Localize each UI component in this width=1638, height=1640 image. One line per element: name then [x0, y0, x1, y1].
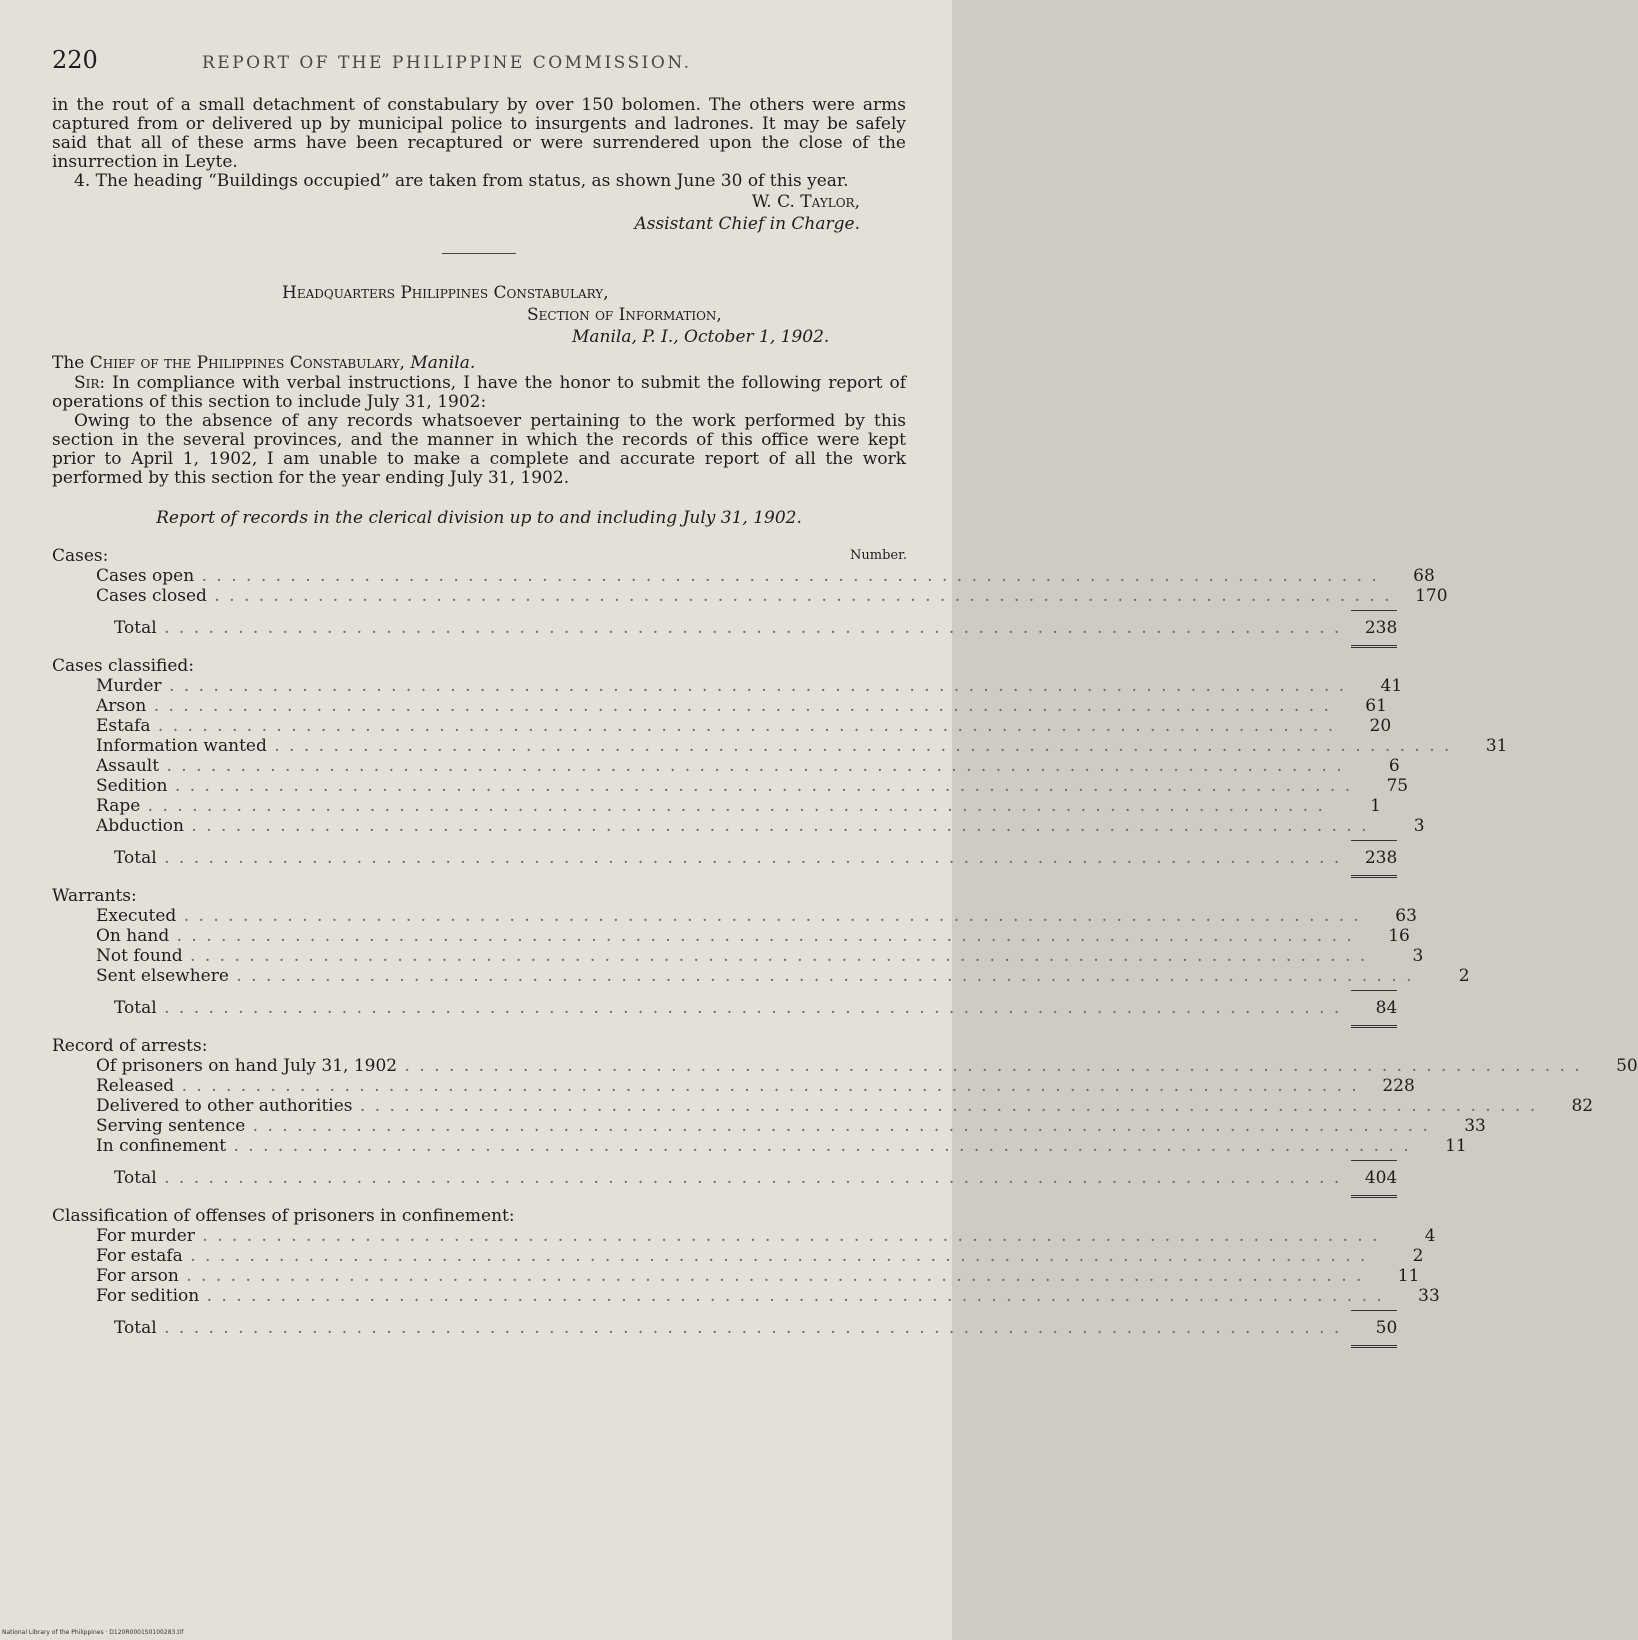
table-row-value: 41 [1380, 676, 1403, 696]
section-heading-label: Record of arrests: [52, 1036, 208, 1056]
table-row-label: Assault [96, 756, 160, 776]
table-row-value: 33 [1464, 1116, 1486, 1136]
total-row-value: 238 [1341, 848, 1397, 868]
leader-dots: . . . . . . . . . . . . . . . . . . . . . . . . . . . . . . . . . . . . . . . . . . . . . . . . . . . . . . . . . . . . . . . . . . . . . . . . . . . . . . . . [159, 756, 1344, 776]
letterhead [52, 282, 906, 348]
table-section [52, 886, 1470, 1018]
table-row-value: 11 [1397, 1266, 1420, 1286]
table-row [52, 1076, 1415, 1096]
signature-block [52, 191, 860, 235]
total-row [52, 848, 1398, 868]
leader-dots: . . . . . . . . . . . . . . . . . . . . . . . . . . . . . . . . . . . . . . . . . . . . . . . . . . . . . . . . . . . . . . . . . . . . . . . . . . . . . . . . [156, 1168, 1342, 1188]
leader-dots: . . . . . . . . . . . . . . . . . . . . . . . . . . . . . . . . . . . . . . . . . . . . . . . . . . . . . . . . . . . . . . . . . . . . . . . . . . . . . . . . [245, 1116, 1430, 1136]
table-row-value: 82 [1571, 1096, 1594, 1116]
section-heading [52, 546, 906, 566]
table-row [52, 1246, 1424, 1266]
table-section [52, 656, 1508, 868]
table-row [52, 966, 1470, 986]
leader-dots: . . . . . . . . . . . . . . . . . . . . . . . . . . . . . . . . . . . . . . . . . . . . . . . . . . . . . . . . . . . . . . . . . . . . . . . . . . . . . . . . [176, 906, 1361, 926]
table-row [52, 736, 1508, 756]
leader-dots: . . . . . . . . . . . . . . . . . . . . . . . . . . . . . . . . . . . . . . . . . . . . . . . . . . . . . . . . . . . . . . . . . . . . . . . . . . . . . . . . [182, 946, 1368, 966]
leader-dots: . . . . . . . . . . . . . . . . . . . . . . . . . . . . . . . . . . . . . . . . . . . . . . . . . . . . . . . . . . . . . . . . . . . . . . . . . . . . . . . . [140, 796, 1325, 816]
table-row [52, 716, 1392, 736]
table-row-value: 50 [1616, 1056, 1638, 1076]
body-paragraph: Owing to the absence of any records whatsoever pertaining to the work performed by this section in the several provinces, and the manner in which the records of this office were kept prior to April 1, 1902, I am unable to make a complete and accurate report of all the work performed by this section for the year ending July 31, 1902. [52, 411, 906, 488]
total-row [52, 1318, 1398, 1338]
scan-footer-note: National Library of the Philippines · D120R0001S0100283.tif [2, 1629, 184, 1636]
table-row [52, 816, 1425, 836]
total-row-label: Total [114, 1168, 157, 1188]
intro-paragraph: in the rout of a small detachment of constabulary by over 150 bolomen. The others were arms captured from or delivered up by municipal police to insurgents and ladrones. It may be safely said that all of these arms have been recaptured or were surrendered upon the close of the insurrection in Leyte. [52, 95, 906, 172]
table-row [52, 1226, 1436, 1246]
total-row [52, 618, 1398, 638]
page-header [52, 46, 906, 74]
section-heading [52, 1036, 906, 1056]
table-row-label: Not found [96, 946, 183, 966]
leader-dots: . . . . . . . . . . . . . . . . . . . . . . . . . . . . . . . . . . . . . . . . . . . . . . . . . . . . . . . . . . . . . . . . . . . . . . . . . . . . . . . . [226, 1136, 1411, 1156]
section-heading-label: Cases: [52, 546, 109, 566]
total-row [52, 1168, 1398, 1188]
page-number: 220 [52, 46, 98, 74]
table-row [52, 676, 1403, 696]
table-row-label: Sent elsewhere [96, 966, 229, 986]
total-row-label: Total [114, 848, 157, 868]
salutation: Sir: [74, 373, 106, 393]
table-row [52, 776, 1409, 796]
addressee-prefix: The [52, 353, 90, 373]
table-row-value: 20 [1369, 716, 1392, 736]
table-row-label: Murder [96, 676, 162, 696]
leader-dots: . . . . . . . . . . . . . . . . . . . . . . . . . . . . . . . . . . . . . . . . . . . . . . . . . . . . . . . . . . . . . . . . . . . . . . . . . . . . . . . . [228, 966, 1414, 986]
table-row-value: 2 [1458, 966, 1470, 986]
table-row-label: Delivered to other authorities [96, 1096, 353, 1116]
table-row-label: Cases open [96, 566, 195, 586]
table-row [52, 696, 1387, 716]
table-row [52, 566, 1435, 586]
leader-dots: . . . . . . . . . . . . . . . . . . . . . . . . . . . . . . . . . . . . . . . . . . . . . . . . . . . . . . . . . . . . . . . . . . . . . . . . . . . . . . . . [194, 566, 1379, 586]
leader-dots: . . . . . . . . . . . . . . . . . . . . . . . . . . . . . . . . . . . . . . . . . . . . . . . . . . . . . . . . . . . . . . . . . . . . . . . . . . . . . . . . [199, 1286, 1384, 1306]
table-row-label: Arson [96, 696, 147, 716]
leader-dots: . . . . . . . . . . . . . . . . . . . . . . . . . . . . . . . . . . . . . . . . . . . . . . . . . . . . . . . . . . . . . . . . . . . . . . . . . . . . . . . . [169, 926, 1354, 946]
running-head: REPORT OF THE PHILIPPINE COMMISSION. [202, 53, 692, 73]
table-row-label: Abduction [96, 816, 184, 836]
total-row-value: 50 [1341, 1318, 1397, 1338]
section-heading-label: Cases classified: [52, 656, 195, 676]
table-row-value: 11 [1445, 1136, 1467, 1156]
total-row-value: 84 [1341, 998, 1397, 1018]
table-row-value: 1 [1370, 796, 1381, 816]
table-row [52, 906, 1417, 926]
table-section [52, 546, 1448, 638]
table-row-value: 3 [1412, 946, 1424, 966]
table-row [52, 756, 1400, 776]
leader-dots: . . . . . . . . . . . . . . . . . . . . . . . . . . . . . . . . . . . . . . . . . . . . . . . . . . . . . . . . . . . . . . . . . . . . . . . . . . . . . . . . [156, 618, 1342, 638]
total-row-label: Total [114, 1318, 157, 1338]
total-row [52, 998, 1398, 1018]
table-row-label: In confinement [96, 1136, 227, 1156]
leader-dots: . . . . . . . . . . . . . . . . . . . . . . . . . . . . . . . . . . . . . . . . . . . . . . . . . . . . . . . . . . . . . . . . . . . . . . . . . . . . . . . . [182, 1246, 1368, 1266]
leader-dots: . . . . . . . . . . . . . . . . . . . . . . . . . . . . . . . . . . . . . . . . . . . . . . . . . . . . . . . . . . . . . . . . . . . . . . . . . . . . . . . . [178, 1266, 1364, 1286]
table-row-label: Sedition [96, 776, 168, 796]
section-divider [442, 253, 516, 254]
table-row [52, 586, 1448, 606]
leader-dots: . . . . . . . . . . . . . . . . . . . . . . . . . . . . . . . . . . . . . . . . . . . . . . . . . . . . . . . . . . . . . . . . . . . . . . . . . . . . . . . . [183, 816, 1369, 836]
leader-dots: . . . . . . . . . . . . . . . . . . . . . . . . . . . . . . . . . . . . . . . . . . . . . . . . . . . . . . . . . . . . . . . . . . . . . . . . . . . . . . . . [352, 1096, 1538, 1116]
leader-dots: . . . . . . . . . . . . . . . . . . . . . . . . . . . . . . . . . . . . . . . . . . . . . . . . . . . . . . . . . . . . . . . . . . . . . . . . . . . . . . . . [150, 716, 1336, 736]
table-row-label: For sedition [96, 1286, 200, 1306]
section-heading-label: Classification of offenses of prisoners in confinement: [52, 1206, 515, 1226]
table-row-value: 3 [1413, 816, 1425, 836]
table-row-value: 31 [1485, 736, 1508, 756]
table-row [52, 1116, 1486, 1136]
table-row [52, 1286, 1440, 1306]
table-row-label: For arson [96, 1266, 179, 1286]
leader-dots: . . . . . . . . . . . . . . . . . . . . . . . . . . . . . . . . . . . . . . . . . . . . . . . . . . . . . . . . . . . . . . . . . . . . . . . . . . . . . . . . [146, 696, 1331, 716]
total-row-label: Total [114, 998, 157, 1018]
signature-name: W. C. Taylor, [751, 192, 860, 212]
letterhead-line: Headquarters Philippines Constabulary, [282, 283, 609, 303]
table-row-value: 2 [1412, 1246, 1424, 1266]
table-row [52, 1266, 1420, 1286]
total-row-value: 238 [1341, 618, 1397, 638]
leader-dots: . . . . . . . . . . . . . . . . . . . . . . . . . . . . . . . . . . . . . . . . . . . . . . . . . . . . . . . . . . . . . . . . . . . . . . . . . . . . . . . . [397, 1056, 1582, 1076]
letterhead-line: Section of Information, [527, 305, 722, 325]
signature-title: Assistant Chief in Charge. [634, 214, 860, 234]
table-row-label: Executed [96, 906, 177, 926]
section-heading [52, 656, 906, 676]
table-row-value: 75 [1386, 776, 1409, 796]
table-row-label: Cases closed [96, 586, 207, 606]
leader-dots: . . . . . . . . . . . . . . . . . . . . . . . . . . . . . . . . . . . . . . . . . . . . . . . . . . . . . . . . . . . . . . . . . . . . . . . . . . . . . . . . [161, 676, 1347, 696]
leader-dots: . . . . . . . . . . . . . . . . . . . . . . . . . . . . . . . . . . . . . . . . . . . . . . . . . . . . . . . . . . . . . . . . . . . . . . . . . . . . . . . . [167, 776, 1353, 796]
table-row-value: 33 [1418, 1286, 1440, 1306]
table-row [52, 946, 1424, 966]
table-row [52, 1056, 1638, 1076]
addressee [52, 352, 906, 374]
table-row-label: Rape [96, 796, 141, 816]
table-caption: Report of records in the clerical division up to and including July 31, 1902. [156, 508, 802, 528]
leader-dots: . . . . . . . . . . . . . . . . . . . . . . . . . . . . . . . . . . . . . . . . . . . . . . . . . . . . . . . . . . . . . . . . . . . . . . . . . . . . . . . . [266, 736, 1452, 756]
table-row [52, 796, 1381, 816]
leader-dots: . . . . . . . . . . . . . . . . . . . . . . . . . . . . . . . . . . . . . . . . . . . . . . . . . . . . . . . . . . . . . . . . . . . . . . . . . . . . . . . . [156, 1318, 1342, 1338]
addressee-place: Manila. [404, 353, 476, 373]
number-column-heading: Number. [850, 548, 908, 563]
table-row-label: On hand [96, 926, 170, 946]
table-row-label: Serving sentence [96, 1116, 246, 1136]
table-row-value: 228 [1382, 1076, 1415, 1096]
leader-dots: . . . . . . . . . . . . . . . . . . . . . . . . . . . . . . . . . . . . . . . . . . . . . . . . . . . . . . . . . . . . . . . . . . . . . . . . . . . . . . . . [194, 1226, 1380, 1246]
total-row-label: Total [114, 618, 157, 638]
leader-dots: . . . . . . . . . . . . . . . . . . . . . . . . . . . . . . . . . . . . . . . . . . . . . . . . . . . . . . . . . . . . . . . . . . . . . . . . . . . . . . . . [174, 1076, 1359, 1096]
section-heading [52, 1206, 906, 1226]
table-row-value: 170 [1415, 586, 1448, 606]
table-row-label: Estafa [96, 716, 151, 736]
table-section [52, 1036, 1638, 1188]
table-row-value: 4 [1424, 1226, 1436, 1246]
section-heading [52, 886, 906, 906]
leader-dots: . . . . . . . . . . . . . . . . . . . . . . . . . . . . . . . . . . . . . . . . . . . . . . . . . . . . . . . . . . . . . . . . . . . . . . . . . . . . . . . . [206, 586, 1392, 606]
table-row-label: Information wanted [96, 736, 267, 756]
intro-paragraph-note: 4. The heading “Buildings occupied” are taken from status, as shown June 30 of this year. [74, 171, 849, 191]
table-row-value: 63 [1395, 906, 1417, 926]
table-row-value: 68 [1413, 566, 1435, 586]
leader-dots: . . . . . . . . . . . . . . . . . . . . . . . . . . . . . . . . . . . . . . . . . . . . . . . . . . . . . . . . . . . . . . . . . . . . . . . . . . . . . . . . [156, 998, 1342, 1018]
table-row-value: 61 [1365, 696, 1387, 716]
table-row [52, 1136, 1467, 1156]
total-row-value: 404 [1341, 1168, 1397, 1188]
body-paragraph [52, 374, 906, 412]
leader-dots: . . . . . . . . . . . . . . . . . . . . . . . . . . . . . . . . . . . . . . . . . . . . . . . . . . . . . . . . . . . . . . . . . . . . . . . . . . . . . . . . [156, 848, 1342, 868]
table-row-value: 6 [1388, 756, 1400, 776]
body-paragraph-text: In compliance with verbal instructions, I have the honor to submit the following report of operations of this section to include July 31, 1902: [52, 373, 906, 412]
table-row [52, 1096, 1594, 1116]
table-row-label: For murder [96, 1226, 195, 1246]
table-row-label: For estafa [96, 1246, 183, 1266]
table-row-value: 16 [1388, 926, 1410, 946]
letterhead-date: Manila, P. I., October 1, 1902. [572, 327, 830, 347]
table-row-label: Released [96, 1076, 175, 1096]
addressee-name: Chief of the Philippines Constabulary, [89, 353, 405, 373]
records-table [52, 546, 1638, 1338]
table-row [52, 926, 1410, 946]
table-row-label: Of prisoners on hand July 31, 1902 [96, 1056, 398, 1076]
table-section [52, 1206, 1440, 1338]
section-heading-label: Warrants: [52, 886, 137, 906]
